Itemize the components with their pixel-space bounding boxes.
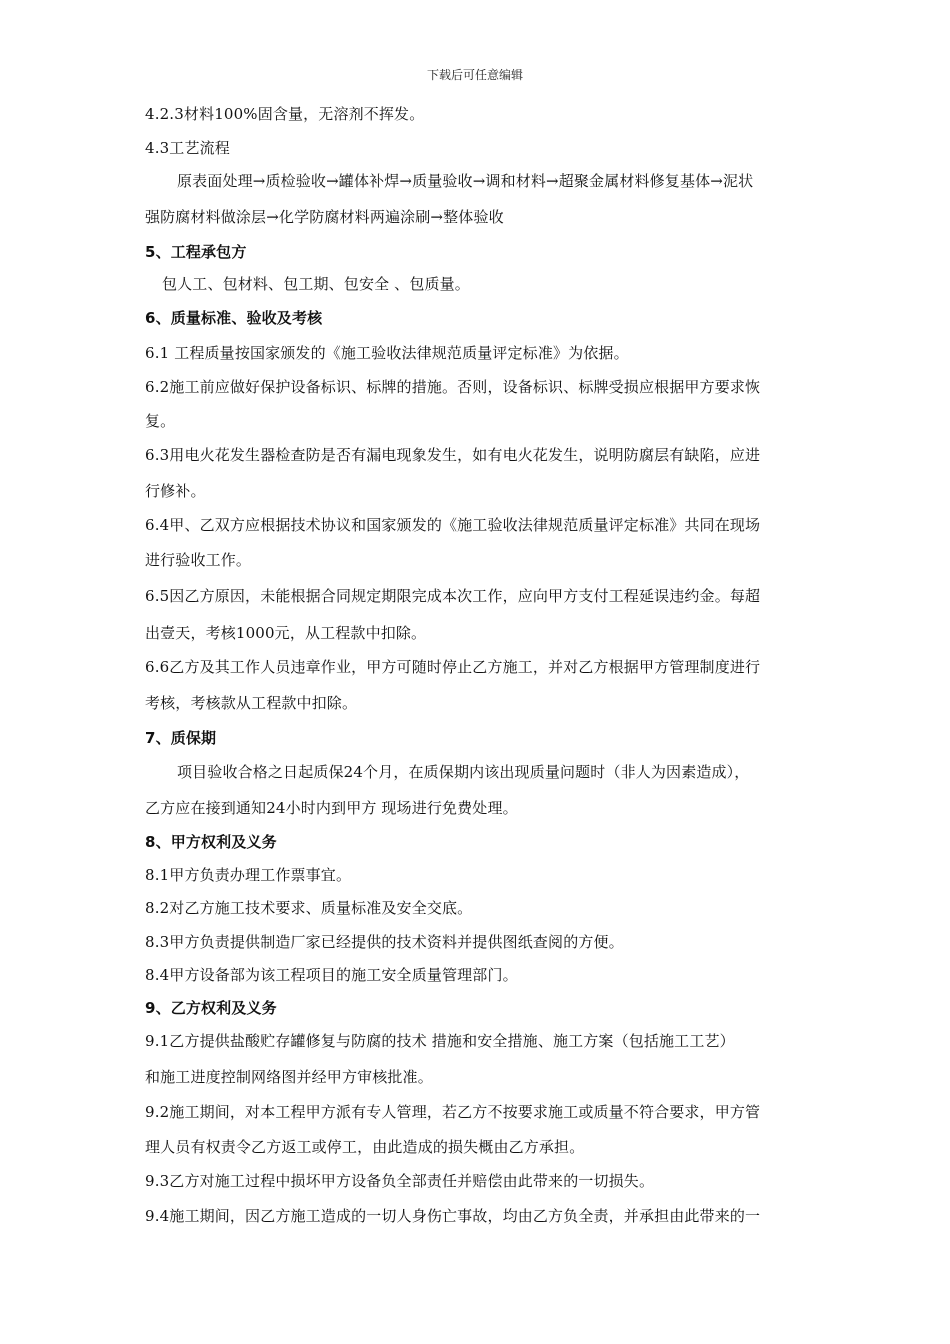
clause-6-5-line-2: 出壹天，考核1000元，从工程款中扣除。 (145, 624, 427, 642)
clause-9-2-line-2: 理人员有权责令乙方返工或停工，由此造成的损失概由乙方承担。 (145, 1138, 585, 1156)
section-9-heading: 9、乙方权利及义务 (145, 999, 277, 1017)
process-flow-line-1: 原表面处理→质检验收→罐体补焊→质量验收→调和材料→超聚金属材料修复基体→泥状 (177, 172, 754, 190)
clause-9-1-line-1: 9.1乙方提供盐酸贮存罐修复与防腐的技术 措施和安全措施、施工方案（包括施工工艺） (145, 1032, 735, 1050)
clause-8-4: 8.4甲方设备部为该工程项目的施工安全质量管理部门。 (145, 966, 518, 984)
process-flow-line-2: 强防腐材料做涂层→化学防腐材料两遍涂刷→整体验收 (145, 208, 504, 226)
clause-8-1: 8.1甲方负责办理工作票事宜。 (145, 866, 352, 884)
clause-6-6-line-1: 6.6乙方及其工作人员违章作业，甲方可随时停止乙方施工，并对乙方根据甲方管理制度进行 (145, 658, 761, 676)
clause-6-3-line-2: 行修补。 (145, 482, 206, 500)
section-7-heading: 7、质保期 (145, 729, 217, 747)
clause-6-4-line-1: 6.4甲、乙双方应根据技术协议和国家颁发的《施工验收法律规范质量评定标准》共同在现场 (145, 516, 761, 534)
clause-4-2-3: 4.2.3材料100%固含量，无溶剂不挥发。 (145, 105, 425, 123)
clause-9-3: 9.3乙方对施工过程中损坏甲方设备负全部责任并赔偿由此带来的一切损失。 (145, 1172, 655, 1190)
clause-9-2-line-1: 9.2施工期间，对本工程甲方派有专人管理，若乙方不按要求施工或质量不符合要求，甲方管 (145, 1103, 761, 1121)
warranty-line-1: 项目验收合格之日起质保24个月，在质保期内该出现质量问题时（非人为因素造成）， (177, 763, 750, 781)
clause-6-6-line-2: 考核，考核款从工程款中扣除。 (145, 694, 358, 712)
clause-6-5-line-1: 6.5因乙方原因，未能根据合同规定期限完成本次工作，应向甲方支付工程延误违约金。每超 (145, 587, 761, 605)
section-5-body: 包人工、包材料、包工期、包安全 、包质量。 (162, 275, 470, 293)
clause-6-2-line-1: 6.2施工前应做好保护设备标识、标牌的措施。否则，设备标识、标牌受损应根据甲方要求恢 (145, 378, 761, 396)
clause-6-1: 6.1 工程质量按国家颁发的《施工验收法律规范质量评定标准》为依据。 (145, 344, 629, 362)
page-header-note: 下载后可任意编辑 (426, 68, 523, 82)
clause-8-2: 8.2对乙方施工技术要求、质量标准及安全交底。 (145, 899, 473, 917)
warranty-line-2: 乙方应在接到通知24小时内到甲方 现场进行免费处理。 (145, 799, 518, 817)
clause-9-1-line-2: 和施工进度控制网络图并经甲方审核批准。 (145, 1068, 433, 1086)
section-8-heading: 8、甲方权利及义务 (145, 833, 277, 851)
section-5-heading: 5、工程承包方 (145, 243, 247, 261)
clause-6-4-line-2: 进行验收工作。 (145, 551, 252, 569)
clause-9-4-line-1: 9.4施工期间，因乙方施工造成的一切人身伤亡事故，均由乙方负全责，并承担由此带来的一 (145, 1207, 761, 1225)
clause-6-3-line-1: 6.3用电火花发生器检查防是否有漏电现象发生，如有电火花发生，说明防腐层有缺陷，应进 (145, 446, 761, 464)
section-6-heading: 6、质量标准、验收及考核 (145, 309, 323, 327)
clause-4-3-heading: 4.3工艺流程 (145, 139, 230, 157)
clause-6-2-line-2: 复。 (145, 412, 176, 430)
clause-8-3: 8.3甲方负责提供制造厂家已经提供的技术资料并提供图纸查阅的方便。 (145, 933, 624, 951)
